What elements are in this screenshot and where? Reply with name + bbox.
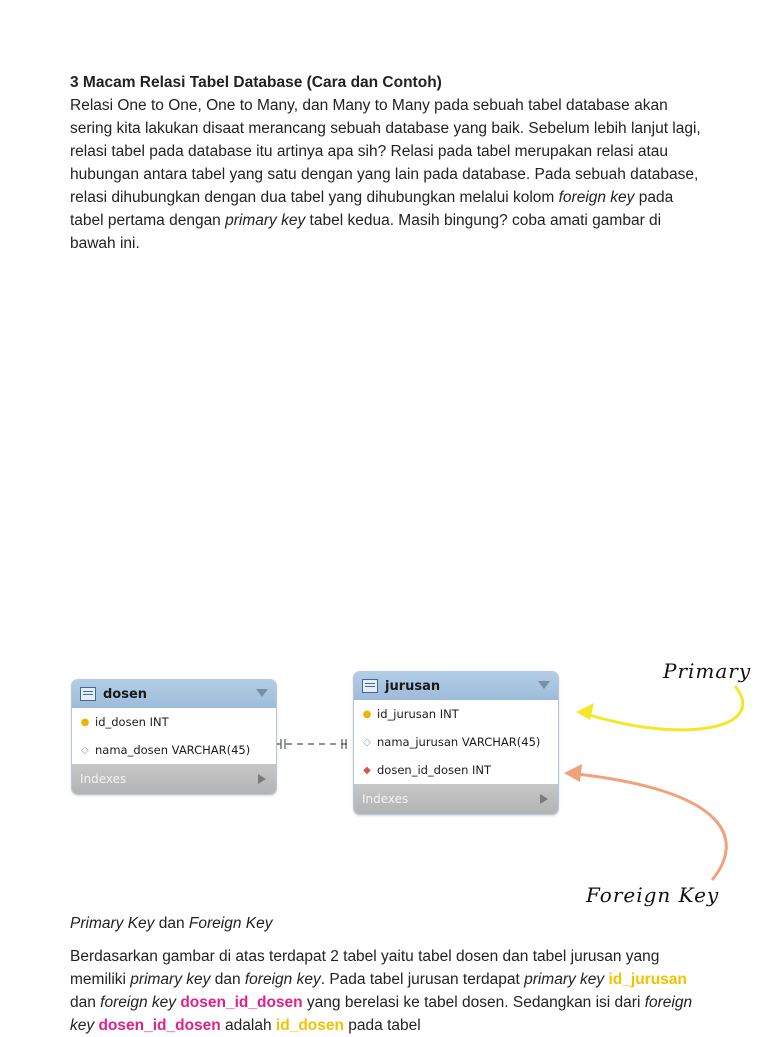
column-row[interactable] bbox=[72, 736, 276, 764]
expand-arrow-icon[interactable] bbox=[258, 774, 266, 784]
table-icon bbox=[362, 679, 378, 693]
intro-text-3: pada tabel pertama dengan bbox=[70, 189, 674, 229]
caption-foreign: Foreign Key bbox=[188, 915, 273, 932]
text-seg: foreign key bbox=[244, 971, 321, 988]
indexes-section[interactable] bbox=[72, 764, 276, 794]
column-icon: ◇ bbox=[81, 744, 89, 756]
indexes-section[interactable] bbox=[354, 784, 558, 814]
primary-key-icon: ● bbox=[362, 708, 372, 720]
intro-text-2: foreign key bbox=[558, 189, 635, 206]
figure-caption bbox=[70, 912, 272, 935]
text-seg: yang berelasi ke tabel dosen. Sedangkan isi dari bbox=[302, 994, 645, 1011]
highlight-dosen-id-dosen: dosen_id_dosen bbox=[98, 1017, 221, 1034]
collapse-arrow-icon[interactable] bbox=[256, 689, 268, 697]
column-label: nama_dosen VARCHAR(45) bbox=[95, 743, 251, 757]
text-seg: foreign key bbox=[70, 994, 693, 1034]
article-title: 3 Macam Relasi Tabel Database (Cara dan Contoh) bbox=[70, 74, 442, 91]
foreign-key-annotation: Foreign Key bbox=[586, 883, 720, 907]
table-jurusan[interactable] bbox=[353, 671, 559, 815]
column-row[interactable] bbox=[354, 728, 558, 756]
column-row[interactable] bbox=[72, 708, 276, 736]
relationship-line bbox=[275, 739, 352, 749]
text-seg: primary key bbox=[524, 971, 605, 988]
text-seg: pada tabel bbox=[343, 1017, 421, 1034]
column-label: id_dosen INT bbox=[95, 715, 169, 729]
indexes-label: Indexes bbox=[80, 772, 127, 786]
indexes-label: Indexes bbox=[362, 792, 409, 806]
text-seg: Berdasarkan gambar di atas terdapat 2 tabel yaitu tabel dosen dan tabel jurusan yang memiliki bbox=[70, 948, 660, 988]
intro-text-4: primary key bbox=[225, 212, 306, 229]
text-seg: adalah bbox=[220, 1017, 276, 1034]
foreign-arrowhead bbox=[564, 764, 582, 782]
expand-arrow-icon[interactable] bbox=[540, 794, 548, 804]
table-icon bbox=[80, 687, 96, 701]
text-seg: primary key bbox=[130, 971, 211, 988]
column-row[interactable] bbox=[354, 756, 558, 784]
intro-text-1: Relasi One to One, One to Many, dan Many to Many pada sebuah tabel database akan sering kita lakukan disaat merancang sebuah database yang baik. Sebelum lebih lanjut lagi, relasi tabel pada database itu artinya apa sih? Relasi pada tabel merupakan relasi atau hubungan antara tabel yang satu dengan yang lain pada database. Pada sebuah database, relasi dihubungkan dengan dua tabel yang dihubungkan melalui kolom bbox=[70, 97, 701, 206]
foreign-key-icon: ◆ bbox=[363, 764, 371, 776]
text-seg: foreign key bbox=[100, 994, 176, 1011]
text-seg: . Pada tabel jurusan terdapat bbox=[320, 971, 525, 988]
column-label: nama_jurusan VARCHAR(45) bbox=[377, 735, 541, 749]
highlight-id-dosen: id_dosen bbox=[275, 1017, 344, 1034]
primary-arrowhead bbox=[576, 703, 594, 720]
column-icon: ◇ bbox=[363, 736, 371, 748]
primary-annotation: Primary bbox=[663, 659, 752, 683]
table-dosen[interactable] bbox=[71, 679, 277, 795]
text-seg: dan bbox=[70, 994, 101, 1011]
table-name: dosen bbox=[103, 686, 148, 702]
text-seg: dan bbox=[210, 971, 245, 988]
intro-text-5: tabel kedua. Masih bingung? coba amati gambar di bawah ini. bbox=[70, 212, 662, 252]
column-label: dosen_id_dosen INT bbox=[377, 763, 492, 777]
highlight-dosen-id-dosen: dosen_id_dosen bbox=[180, 994, 303, 1011]
foreign-arrow bbox=[568, 773, 726, 880]
primary-arrow bbox=[580, 686, 743, 730]
caption-and: dan bbox=[154, 915, 189, 932]
highlight-id-jurusan: id_jurusan bbox=[608, 971, 687, 988]
table-name: jurusan bbox=[385, 678, 441, 694]
caption-primary: Primary Key bbox=[70, 915, 155, 932]
primary-key-icon: ● bbox=[80, 716, 90, 728]
collapse-arrow-icon[interactable] bbox=[538, 681, 550, 689]
column-label: id_jurusan INT bbox=[377, 707, 459, 721]
explanation-paragraph bbox=[70, 945, 710, 1037]
column-row[interactable] bbox=[354, 700, 558, 728]
table-header[interactable] bbox=[72, 680, 276, 708]
table-header[interactable] bbox=[354, 672, 558, 700]
